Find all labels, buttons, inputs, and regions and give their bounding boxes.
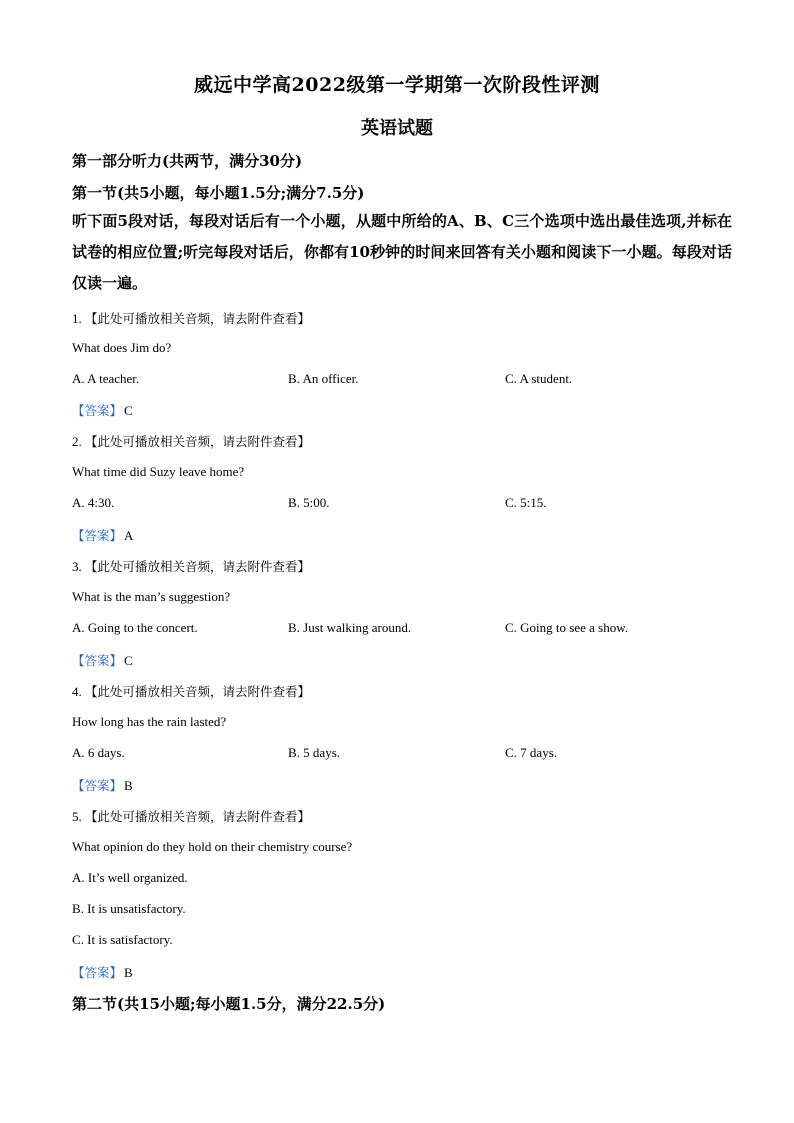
section2-heading: 第二节(共15小题;每小题1.5分，满分22.5分) <box>72 995 386 1013</box>
question-1-option-b: B. An officer. <box>288 371 359 386</box>
question-number: 1. <box>72 311 82 326</box>
question-2-option-c: C. 5:15. <box>505 495 547 510</box>
audio-note[interactable]: 【此处可播放相关音频，请去附件查看】 <box>85 311 311 326</box>
answer-value: C <box>124 653 133 668</box>
question-number: 4. <box>72 684 82 699</box>
question-4-audio <box>72 682 310 700</box>
question-1-option-c: C. A student. <box>505 371 573 386</box>
question-4-option-a: A. 6 days. <box>72 745 125 760</box>
question-4-text: How long has the rain lasted? <box>72 714 227 729</box>
question-5-audio <box>72 807 310 825</box>
question-1-option-a: A. A teacher. <box>72 371 140 386</box>
question-1-audio <box>72 309 310 327</box>
question-number: 3. <box>72 559 82 574</box>
question-3-answer <box>72 651 133 669</box>
audio-note[interactable]: 【此处可播放相关音频，请去附件查看】 <box>85 434 311 449</box>
answer-tag: 【答案】 <box>72 528 123 543</box>
question-3-audio <box>72 557 310 575</box>
audio-note[interactable]: 【此处可播放相关音频，请去附件查看】 <box>85 684 311 699</box>
question-5-answer <box>72 963 133 981</box>
answer-value: A <box>124 528 134 543</box>
question-2-option-b: B. 5:00. <box>288 495 330 510</box>
audio-note[interactable]: 【此处可播放相关音频，请去附件查看】 <box>85 809 311 824</box>
question-5-option-a: A. It’s well organized. <box>72 870 188 885</box>
question-1-answer <box>72 401 133 419</box>
question-number: 2. <box>72 434 82 449</box>
section1-instructions: 听下面5段对话，每段对话后有一个小题，从题中所给的A、B、C三个选项中选出最佳选项,并标在试卷的相应位置;听完每段对话后，你都有10秒钟的时间来回答有关小题和阅读下一小题。每段对话仅读一遍。 <box>72 212 732 292</box>
answer-value: B <box>124 778 133 793</box>
question-4-option-b: B. 5 days. <box>288 745 340 760</box>
question-2-text: What time did Suzy leave home? <box>72 464 245 479</box>
answer-tag: 【答案】 <box>72 403 123 418</box>
part1-heading: 第一部分听力(共两节，满分30分) <box>72 152 303 170</box>
answer-tag: 【答案】 <box>72 965 123 980</box>
answer-tag: 【答案】 <box>72 653 123 668</box>
question-5-option-c: C. It is satisfactory. <box>72 932 173 947</box>
question-3-option-a: A. Going to the concert. <box>72 620 198 635</box>
question-1-text: What does Jim do? <box>72 340 172 355</box>
answer-tag: 【答案】 <box>72 778 123 793</box>
question-3-option-b: B. Just walking around. <box>288 620 412 635</box>
section1-heading: 第一节(共5小题，每小题1.5分;满分7.5分) <box>72 184 365 202</box>
question-5-option-b: B. It is unsatisfactory. <box>72 901 186 916</box>
question-2-answer <box>72 526 133 544</box>
question-4-option-c: C. 7 days. <box>505 745 557 760</box>
question-5-text: What opinion do they hold on their chemistry course? <box>72 839 353 854</box>
question-3-option-c: C. Going to see a show. <box>505 620 629 635</box>
answer-value: C <box>124 403 133 418</box>
exam-subtitle: 英语试题 <box>361 118 433 139</box>
question-2-option-a: A. 4:30. <box>72 495 115 510</box>
question-2-audio <box>72 432 310 450</box>
question-number: 5. <box>72 809 82 824</box>
audio-note[interactable]: 【此处可播放相关音频，请去附件查看】 <box>85 559 311 574</box>
exam-title: 威远中学高2022级第一学期第一次阶段性评测 <box>194 74 600 96</box>
question-4-answer <box>72 776 133 794</box>
question-3-text: What is the man’s suggestion? <box>72 589 231 604</box>
answer-value: B <box>124 965 133 980</box>
